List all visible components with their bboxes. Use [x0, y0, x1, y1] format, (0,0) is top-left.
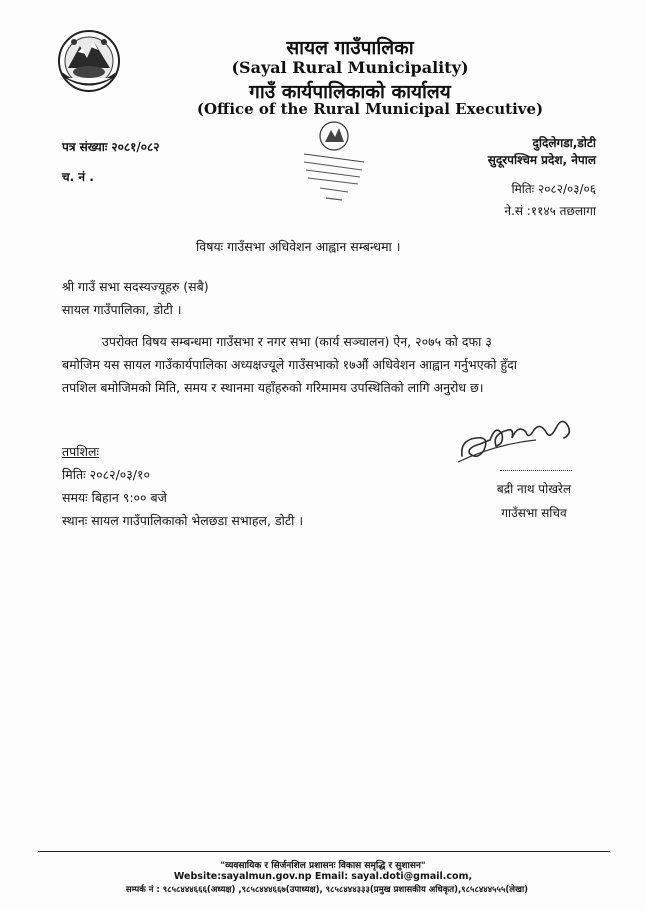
nepal-sambat-date: ने.सं :११४५ तछलागा — [504, 204, 596, 218]
letter-body — [62, 330, 592, 399]
letter-reference-number: पत्र संख्याः २०८१/०८२ — [62, 140, 160, 154]
office-name-nepali: सायल गाउँपालिका — [286, 37, 414, 59]
footer-divider — [38, 851, 610, 852]
body-line-2: बमोजिम यस सायल गाउँकार्यपालिका अध्यक्षज्यूले गाउँसभाको १७औं अधिवेशन आह्वान गर्नुभएको हुँदा — [62, 357, 517, 372]
signatory-name: बद्री नाथ पोखरेल — [496, 482, 572, 496]
footer-contact: Website:sayalmun.gov.np Email: sayal.doti@gmail.com, — [173, 871, 473, 882]
body-line-3: तपशिल बमोजिमको मिति, समय र स्थानमा यहाँहरुको गरिमामय उपस्थितिको लागि अनुरोध छ। — [62, 380, 484, 395]
office-name-english: (Sayal Rural Municipality) — [231, 58, 469, 77]
details-heading: तपशिलः — [62, 444, 99, 459]
details-place: स्थानः सायल गाउँपालिकाको भेलछडा सभाहल, डोटी । — [62, 513, 304, 528]
body-line-1: उपरोक्त विषय सम्बन्धमा गाउँसभा र नगर सभा (कार्य सञ्चालन) ऐन, २०७५ को दफा ३ — [102, 334, 492, 349]
address-line-1: दुदिलेगडा,डोटी — [532, 136, 596, 150]
letter-subject: विषयः गाउँसभा अधिवेशन आह्वान सम्बन्धमा । — [196, 239, 401, 254]
executive-office-english: (Office of the Rural Municipal Executive) — [196, 100, 544, 118]
executive-office-nepali: गाउँ कार्यपालिकाको कार्यालय — [249, 81, 451, 103]
details-date: मितिः २०८२/०३/१० — [62, 467, 150, 482]
nepal-emblem-icon — [54, 28, 124, 94]
address-line-2: सुदूरपश्चिम प्रदेश, नेपाल — [487, 153, 596, 167]
footer-phone-numbers: सम्पर्क नं : ९८५८४४४६६६(अध्यक्ष) ,९८५८४४४६६७(उपाध्यक्ष), ९८५८४४४३३३(प्रमुख प्रशासकीय अधिकृत),९८५८४४४५५५(लेखा) — [125, 885, 529, 895]
footer-slogan: "व्यवसायिक र सिर्जनशिल प्रशासनः विकास समृद्धि र सुशासन" — [220, 861, 426, 871]
office-stamp-icon — [298, 114, 370, 206]
signature-icon — [456, 404, 576, 468]
recipient-line-1: श्री गाउँ सभा सदस्यज्यूहरु (सबै) — [62, 279, 209, 294]
letter-date: मितिः २०८२/०३/०६ — [511, 182, 596, 196]
dispatch-number: च. नं . — [62, 170, 94, 184]
signature-line — [500, 466, 572, 471]
details-time: समयः बिहान ९:०० बजे — [62, 490, 167, 505]
recipient-line-2: सायल गाउँपालिका, डोटी । — [62, 302, 182, 317]
signatory-title: गाउँसभा सचिव — [501, 506, 567, 520]
